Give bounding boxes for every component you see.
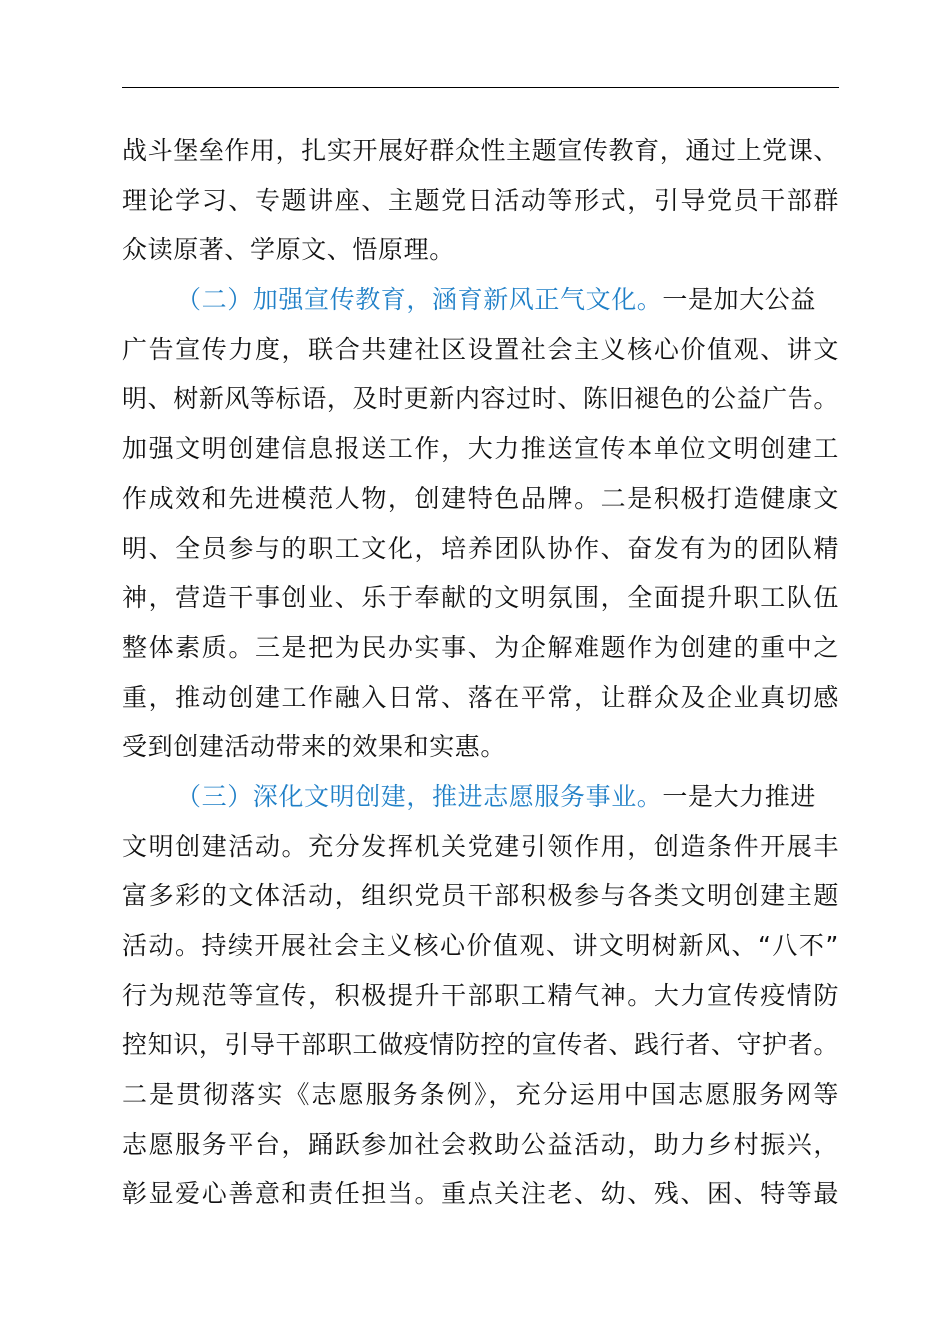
text-line: 二是贯彻落实《志愿服务条例》，充分运用中国志愿服务网等 (122, 1080, 839, 1110)
text-line: 明、全员参与的职工文化，培养团队协作、奋发有为的团队精 (122, 533, 839, 563)
paragraph-2 (122, 275, 839, 772)
paragraph-first-line (122, 275, 839, 325)
text-line: 富多彩的文体活动，组织党员干部积极参与各类文明创建主题 (122, 881, 839, 911)
text-line: 战斗堡垒作用，扎实开展好群众性主题宣传教育，通过上党课、 (122, 136, 839, 165)
text-line: 整体素质。三是把为民办实事、为企解难题作为创建的重中之 (122, 632, 839, 662)
section-heading-2: （二）加强宣传教育，涵育新风正气文化。 (176, 285, 663, 315)
text-line: 加强文明创建信息报送工作，大力推送宣传本单位文明创建工 (122, 434, 839, 464)
text-line: 神，营造干事创业、乐于奉献的文明氛围，全面提升职工队伍 (122, 583, 839, 613)
text-line: 理论学习、专题讲座、主题党日活动等形式，引导党员干部群 (122, 185, 839, 215)
paragraph-first-line (122, 772, 839, 822)
text-line: 受到创建活动带来的效果和实惠。 (122, 732, 507, 762)
text-line: 广告宣传力度，联合共建社区设置社会主义核心价值观、讲文 (122, 334, 839, 364)
text-line: 众读原著、学原文、悟原理。 (122, 235, 455, 265)
text-line: 行为规范等宣传，积极提升干部职工精气神。大力宣传疫情防 (122, 980, 839, 1010)
section-heading-3: （三）深化文明创建，推进志愿服务事业。 (176, 781, 663, 811)
heading-line-rest: 一是大力推进 (662, 781, 817, 811)
text-line: 明、树新风等标语，及时更新内容过时、陈旧褪色的公益广告。 (122, 384, 839, 414)
text-line: 文明创建活动。充分发挥机关党建引领作用，创造条件开展丰 (122, 831, 839, 861)
document-body (122, 126, 839, 1219)
text-line: 活动。持续开展社会主义核心价值观、讲文明树新风、“八不” (122, 931, 839, 960)
text-line: 志愿服务平台，踊跃参加社会救助公益活动，助力乡村振兴， (122, 1129, 839, 1159)
text-line: 作成效和先进模范人物，创建特色品牌。二是积极打造健康文 (122, 483, 839, 513)
header-rule (122, 87, 839, 88)
paragraph-1 (122, 126, 839, 275)
heading-line-rest: 一是加大公益 (662, 285, 817, 315)
text-line: 控知识，引导干部职工做疫情防控的宣传者、践行者、守护者。 (122, 1030, 839, 1060)
text-line: 彰显爱心善意和责任担当。重点关注老、幼、残、困、特等最 (122, 1179, 839, 1209)
text-line: 重，推动创建工作融入日常、落在平常，让群众及企业真切感 (122, 682, 839, 712)
paragraph-3 (122, 772, 839, 1219)
